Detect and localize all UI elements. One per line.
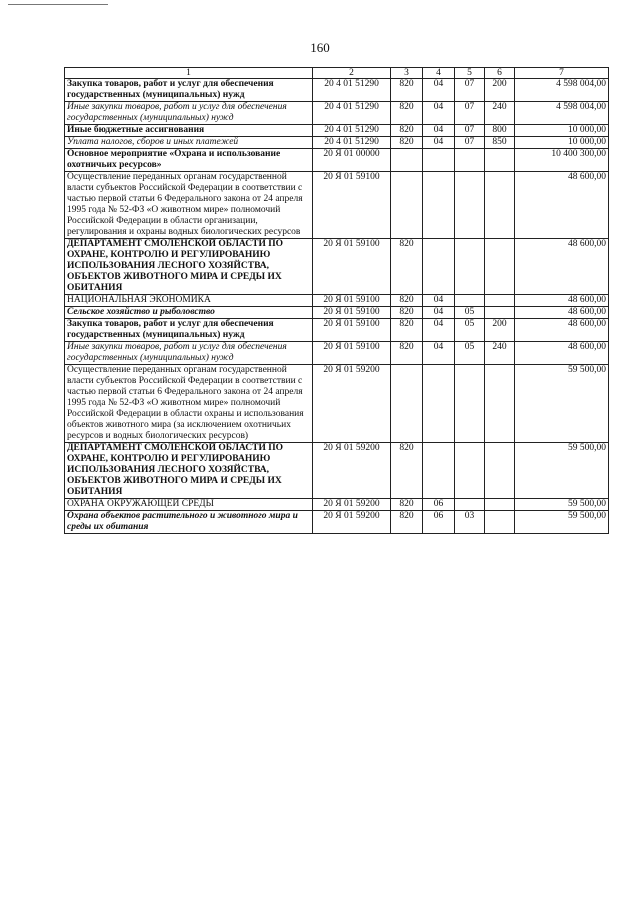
section-cell: 04 — [423, 79, 455, 102]
expense-type-cell: 200 — [485, 79, 515, 102]
expense-type-cell — [485, 239, 515, 295]
table-row — [65, 125, 609, 137]
subsection-cell: 05 — [455, 342, 485, 365]
table-row — [65, 149, 609, 172]
expense-type-cell: 200 — [485, 319, 515, 342]
item-name-cell: Закупка товаров, работ и услуг для обеспечения государственных (муниципальных) нужд — [65, 79, 313, 102]
section-cell: 06 — [423, 511, 455, 534]
amount-cell: 59 500,00 — [515, 443, 609, 499]
item-name-cell: Иные закупки товаров, работ и услуг для обеспечения государственных (муниципальных) нужд — [65, 102, 313, 125]
header-cell: 5 — [455, 68, 485, 79]
ministry-code-cell: 820 — [391, 319, 423, 342]
expense-type-cell — [485, 172, 515, 239]
ministry-code-cell: 820 — [391, 499, 423, 511]
header-cell: 7 — [515, 68, 609, 79]
section-cell: 04 — [423, 319, 455, 342]
item-name-cell: ДЕПАРТАМЕНТ СМОЛЕНСКОЙ ОБЛАСТИ ПО ОХРАНЕ, КОНТРОЛЮ И РЕГУЛИРОВАНИЮ ИСПОЛЬЗОВАНИЯ ЛЕСНОГО ХОЗЯЙСТВА, ОБЪЕКТОВ ЖИВОТНОГО МИРА И СРЕДЫ ИХ ОБИТАНИЯ — [65, 239, 313, 295]
ministry-code-cell: 820 — [391, 102, 423, 125]
page-number: 160 — [310, 40, 330, 55]
item-name-cell: ДЕПАРТАМЕНТ СМОЛЕНСКОЙ ОБЛАСТИ ПО ОХРАНЕ, КОНТРОЛЮ И РЕГУЛИРОВАНИЮ ИСПОЛЬЗОВАНИЯ ЛЕСНОГО ХОЗЯЙСТВА, ОБЪЕКТОВ ЖИВОТНОГО МИРА И СРЕДЫ ИХ ОБИТАНИЯ — [65, 443, 313, 499]
ministry-code-cell: 820 — [391, 443, 423, 499]
item-name-cell: ОХРАНА ОКРУЖАЮЩЕЙ СРЕДЫ — [65, 499, 313, 511]
subsection-cell: 05 — [455, 319, 485, 342]
table-row — [65, 172, 609, 239]
amount-cell: 48 600,00 — [515, 239, 609, 295]
item-name-cell: Уплата налогов, сборов и иных платежей — [65, 137, 313, 149]
budget-table — [64, 67, 609, 534]
target-article-cell: 20 Я 01 00000 — [313, 149, 391, 172]
table-row — [65, 295, 609, 307]
target-article-cell: 20 Я 01 59100 — [313, 342, 391, 365]
expense-type-cell — [485, 443, 515, 499]
subsection-cell — [455, 365, 485, 443]
ministry-code-cell: 820 — [391, 511, 423, 534]
item-name-cell: Иные закупки товаров, работ и услуг для обеспечения государственных (муниципальных) нужд — [65, 342, 313, 365]
section-cell: 06 — [423, 499, 455, 511]
item-name-cell: Сельское хозяйство и рыболовство — [65, 307, 313, 319]
table-row — [65, 443, 609, 499]
section-cell — [423, 149, 455, 172]
amount-cell: 10 400 300,00 — [515, 149, 609, 172]
target-article-cell: 20 Я 01 59100 — [313, 172, 391, 239]
ministry-code-cell: 820 — [391, 125, 423, 137]
header-cell: 4 — [423, 68, 455, 79]
table-row — [65, 102, 609, 125]
table-row — [65, 137, 609, 149]
subsection-cell: 05 — [455, 307, 485, 319]
amount-cell: 48 600,00 — [515, 319, 609, 342]
target-article-cell: 20 Я 01 59100 — [313, 295, 391, 307]
header-cell: 3 — [391, 68, 423, 79]
target-article-cell: 20 Я 01 59200 — [313, 443, 391, 499]
ministry-code-cell: 820 — [391, 137, 423, 149]
expense-type-cell — [485, 307, 515, 319]
item-name-cell: Охрана объектов растительного и животного мира и среды их обитания — [65, 511, 313, 534]
subsection-cell — [455, 172, 485, 239]
table-row — [65, 79, 609, 102]
subsection-cell: 07 — [455, 79, 485, 102]
amount-cell: 48 600,00 — [515, 307, 609, 319]
target-article-cell: 20 Я 01 59100 — [313, 319, 391, 342]
section-cell: 04 — [423, 125, 455, 137]
target-article-cell: 20 Я 01 59100 — [313, 307, 391, 319]
ministry-code-cell — [391, 149, 423, 172]
amount-cell: 10 000,00 — [515, 125, 609, 137]
section-cell: 04 — [423, 307, 455, 319]
table-row — [65, 319, 609, 342]
subsection-cell: 07 — [455, 102, 485, 125]
expense-type-cell — [485, 511, 515, 534]
table-row — [65, 307, 609, 319]
expense-type-cell: 850 — [485, 137, 515, 149]
target-article-cell: 20 Я 01 59200 — [313, 499, 391, 511]
scan-edge-mark — [8, 4, 108, 5]
table-row — [65, 511, 609, 534]
item-name-cell: НАЦИОНАЛЬНАЯ ЭКОНОМИКА — [65, 295, 313, 307]
item-name-cell: Осуществление переданных органам государственной власти субъектов Российской Федерации в соответствии с частью первой статьи 6 Федерального закона от 24 апреля 1995 года № 52-ФЗ «О животном мире» полномочий Российской Федерации в области охраны и использования объектов животного мира (за исключением охотничьих ресурсов и водных биологических ресурсов) — [65, 365, 313, 443]
amount-cell: 10 000,00 — [515, 137, 609, 149]
expense-type-cell: 240 — [485, 102, 515, 125]
section-cell: 04 — [423, 342, 455, 365]
item-name-cell: Осуществление переданных органам государственной власти субъектов Российской Федерации в соответствии с частью первой статьи 6 Федерального закона от 24 апреля 1995 года № 52-ФЗ «О животном мире» полномочий Российской Федерации в области организации, регулирования и охраны водных биологических ресурсов — [65, 172, 313, 239]
amount-cell: 59 500,00 — [515, 511, 609, 534]
ministry-code-cell — [391, 365, 423, 443]
subsection-cell — [455, 295, 485, 307]
amount-cell: 48 600,00 — [515, 342, 609, 365]
target-article-cell: 20 Я 01 59100 — [313, 239, 391, 295]
section-cell: 04 — [423, 102, 455, 125]
section-cell — [423, 365, 455, 443]
subsection-cell — [455, 499, 485, 511]
target-article-cell: 20 4 01 51290 — [313, 137, 391, 149]
header-cell: 2 — [313, 68, 391, 79]
subsection-cell: 07 — [455, 125, 485, 137]
section-cell — [423, 239, 455, 295]
subsection-cell — [455, 443, 485, 499]
section-cell — [423, 443, 455, 499]
ministry-code-cell: 820 — [391, 307, 423, 319]
amount-cell: 59 500,00 — [515, 365, 609, 443]
target-article-cell: 20 4 01 51290 — [313, 125, 391, 137]
amount-cell: 59 500,00 — [515, 499, 609, 511]
subsection-cell: 03 — [455, 511, 485, 534]
ministry-code-cell: 820 — [391, 295, 423, 307]
subsection-cell — [455, 239, 485, 295]
header-cell: 6 — [485, 68, 515, 79]
table-row — [65, 342, 609, 365]
subsection-cell: 07 — [455, 137, 485, 149]
ministry-code-cell: 820 — [391, 342, 423, 365]
table-row — [65, 365, 609, 443]
amount-cell: 4 598 004,00 — [515, 102, 609, 125]
section-cell: 04 — [423, 295, 455, 307]
amount-cell: 48 600,00 — [515, 172, 609, 239]
item-name-cell: Иные бюджетные ассигнования — [65, 125, 313, 137]
section-cell — [423, 172, 455, 239]
target-article-cell: 20 4 01 51290 — [313, 102, 391, 125]
ministry-code-cell: 820 — [391, 239, 423, 295]
target-article-cell: 20 Я 01 59200 — [313, 365, 391, 443]
section-cell: 04 — [423, 137, 455, 149]
expense-type-cell — [485, 149, 515, 172]
expense-type-cell — [485, 365, 515, 443]
target-article-cell: 20 4 01 51290 — [313, 79, 391, 102]
expense-type-cell: 800 — [485, 125, 515, 137]
expense-type-cell: 240 — [485, 342, 515, 365]
amount-cell: 48 600,00 — [515, 295, 609, 307]
item-name-cell: Основное мероприятие «Охрана и использование охотничьих ресурсов» — [65, 149, 313, 172]
table-row — [65, 239, 609, 295]
table-row — [65, 499, 609, 511]
ministry-code-cell: 820 — [391, 79, 423, 102]
ministry-code-cell — [391, 172, 423, 239]
subsection-cell — [455, 149, 485, 172]
table-header-row — [65, 68, 609, 79]
expense-type-cell — [485, 295, 515, 307]
amount-cell: 4 598 004,00 — [515, 79, 609, 102]
target-article-cell: 20 Я 01 59200 — [313, 511, 391, 534]
expense-type-cell — [485, 499, 515, 511]
header-cell: 1 — [65, 68, 313, 79]
item-name-cell: Закупка товаров, работ и услуг для обеспечения государственных (муниципальных) нужд — [65, 319, 313, 342]
